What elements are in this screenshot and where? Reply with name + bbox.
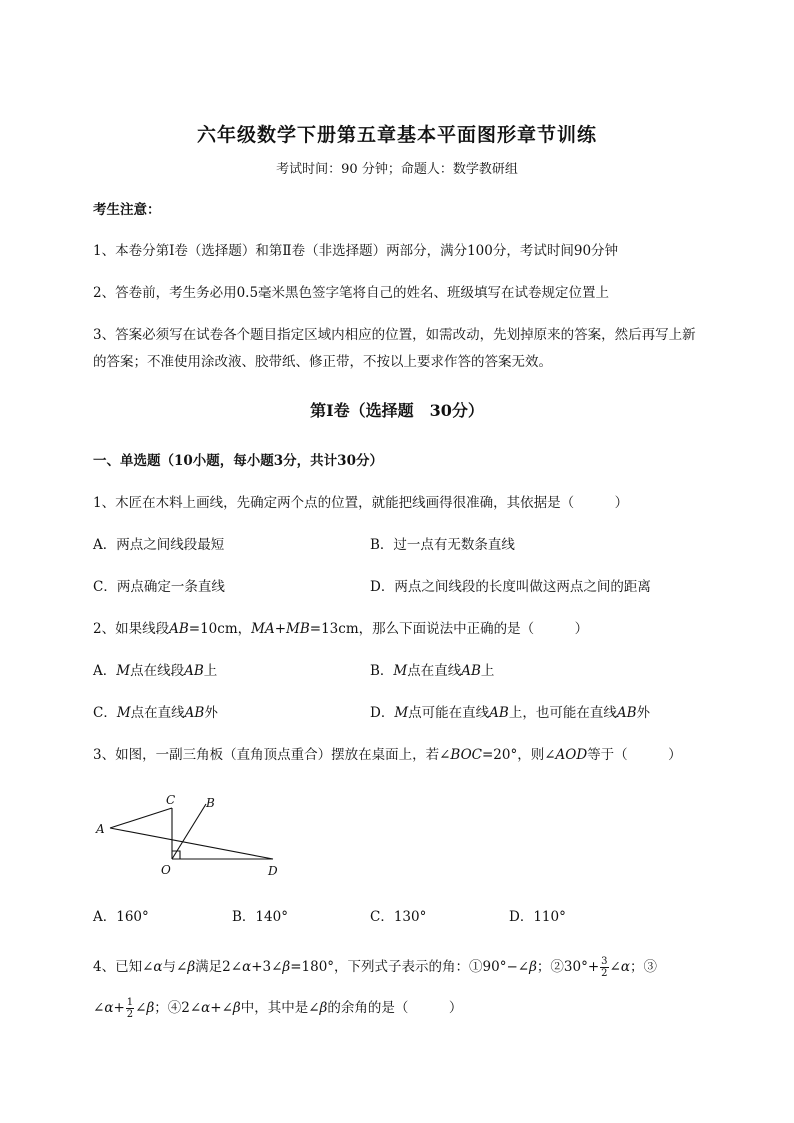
q2-d-ab1: AB [489,705,509,721]
q1-stem: 1、木匠在木料上画线，先确定两个点的位置，就能把线画得很准确，其依据是（ ） [93,495,629,511]
q4-beta-3: β [529,959,537,975]
point-d-label: D [268,864,278,878]
q4-text-4: +3∠ [251,959,283,975]
q4-beta-2: β [282,959,291,975]
q2-b-mid: 点在直线 [407,663,462,679]
q3-triangle-figure [88,790,298,885]
exam-subtitle: 考试时间：90 分钟；命题人：数学教研组 [276,162,518,177]
exam-title: 六年级数学下册第五章基本平面图形章节训练 [196,124,597,146]
q2-var-mb: MB [286,621,310,637]
section-subheading: 一、单选题（10小题，每小题3分，共计30分） [93,453,383,469]
q4-stem-line-1 [93,953,753,981]
notice-heading: 考生注意： [93,202,161,218]
notice-item-3: 3、答案必须写在试卷各个题目指定区域内相应的位置，如需改动，先划掉原来的答案，然后再写上新 [93,327,696,343]
q4-l2-text-7: 的余角的是（ ） [327,1000,463,1016]
q2-d-m: M [394,705,409,721]
point-c-label: C [166,793,176,807]
q4-fraction-1-2-den: 2 [126,1009,134,1020]
q2-a-prefix: A． [93,663,117,679]
q2-a-ab: AB [184,663,204,679]
q2-d-prefix: D． [370,705,395,721]
q4-stem-line-2 [93,994,753,1022]
section-title: 第Ⅰ卷（选择题 30分） [310,401,484,420]
q1-option-b[interactable]: B．过一点有无数条直线 [370,537,515,553]
q4-alpha-3: α [620,959,630,975]
q3-option-d[interactable]: D．110° [509,909,566,925]
q3-var-boc: BOC [450,747,482,763]
q4-l2-text-2: + [113,1000,125,1016]
q3-var-aod: AOD [555,747,588,763]
q2-eq1: =10cm， [188,621,252,637]
q4-text-8: ；③ [629,959,657,975]
q4-text-7: ∠ [609,959,621,975]
q2-d-mid1: 点可能在直线 [408,705,490,721]
q2-c-ab: AB [184,705,205,721]
q2-d-ab2: AB [616,705,637,721]
q4-l2-text-3: ∠ [135,1000,147,1016]
notice-item-1: 1、本卷分第Ⅰ卷（选择题）和第Ⅱ卷（非选择题）两部分，满分100分，考试时间90分钟 [93,243,619,259]
q2-b-m: M [393,663,408,679]
q4-beta-5: β [232,1000,241,1016]
q2-d-end: 外 [636,705,650,721]
q4-beta-4: β [146,1000,155,1016]
q2-option-c[interactable] [93,703,218,723]
q2-option-a[interactable] [93,661,217,681]
q2-b-end: 上 [480,663,495,679]
q4-alpha-2: α [242,959,252,975]
q2-a-mid: 点在线段 [130,663,185,679]
q4-text-2: 与∠ [162,959,188,975]
q2-c-prefix: C． [93,705,117,721]
q4-l2-text-4: ；④2∠ [154,1000,202,1016]
q3-stem-text-3: 等于（ ） [587,747,682,763]
q2-var-ab: AB [169,621,189,637]
point-a-label: A [96,822,105,836]
q2-eq2: =13cm，那么下面说法中正确的是（ ） [309,621,589,637]
q4-text-3: 满足2∠ [195,959,243,975]
q4-fraction-3-2-den: 2 [601,968,608,979]
q2-b-ab: AB [461,663,481,679]
q2-a-end: 上 [203,663,218,679]
q2-plus: + [274,621,287,637]
q4-beta-6: β [319,1000,328,1016]
q4-beta-1: β [187,959,196,975]
q4-fraction-3-2-num: 3 [601,956,608,967]
point-b-label: B [206,796,215,810]
q3-option-a[interactable]: A．160° [93,909,149,925]
notice-item-2: 2、答卷前，考生务必用0.5毫米黑色签字笔将自己的姓名、班级填写在试卷规定位置上 [93,285,610,301]
point-o-label: O [161,863,171,877]
q2-c-mid: 点在直线 [130,705,185,721]
q4-text-5: =180°，下列式子表示的角：①90°−∠ [290,959,530,975]
q4-alpha-4: α [104,1000,114,1016]
q1-option-a[interactable]: A．两点之间线段最短 [93,537,225,553]
q2-c-end: 外 [204,705,218,721]
q2-c-m: M [116,705,131,721]
q3-stem-text-2: =20°，则∠ [481,747,556,763]
q4-alpha-1: α [153,959,163,975]
q4-l2-text-5: +∠ [210,1000,233,1016]
q2-d-mid2: 上，也可能在直线 [508,705,617,721]
q3-stem-text-1: 3、如图，一副三角板（直角顶点重合）摆放在桌面上，若∠ [93,747,451,763]
q1-option-d[interactable]: D．两点之间线段的长度叫做这两点之间的距离 [370,579,651,595]
q3-option-b[interactable]: B．140° [232,909,288,925]
q3-stem [93,745,753,765]
q4-text-1: 4、已知∠ [93,959,154,975]
q2-var-ma: MA [251,621,275,637]
q4-l2-text-1: ∠ [93,1000,105,1016]
q4-alpha-5: α [201,1000,211,1016]
q2-b-prefix: B． [370,663,394,679]
q4-fraction-3-2 [600,956,608,979]
q2-stem [93,619,753,639]
q4-fraction-1-2 [126,997,134,1020]
q2-stem-text-1: 2、如果线段 [93,621,170,637]
q4-text-6: ；②30°+ [536,959,600,975]
q4-l2-text-6: 中，其中是∠ [240,1000,320,1016]
q2-option-b[interactable] [370,661,494,681]
q1-option-c[interactable]: C．两点确定一条直线 [93,579,225,595]
q4-fraction-1-2-num: 1 [126,997,134,1008]
q3-option-c[interactable]: C．130° [370,909,427,925]
q2-a-m: M [116,663,131,679]
segment-ad [110,828,273,859]
q2-option-d[interactable] [370,703,650,723]
notice-item-3-cont: 的答案；不准使用涂改液、胶带纸、修正带，不按以上要求作答的答案无效。 [93,354,552,370]
segment-ab [110,808,172,828]
